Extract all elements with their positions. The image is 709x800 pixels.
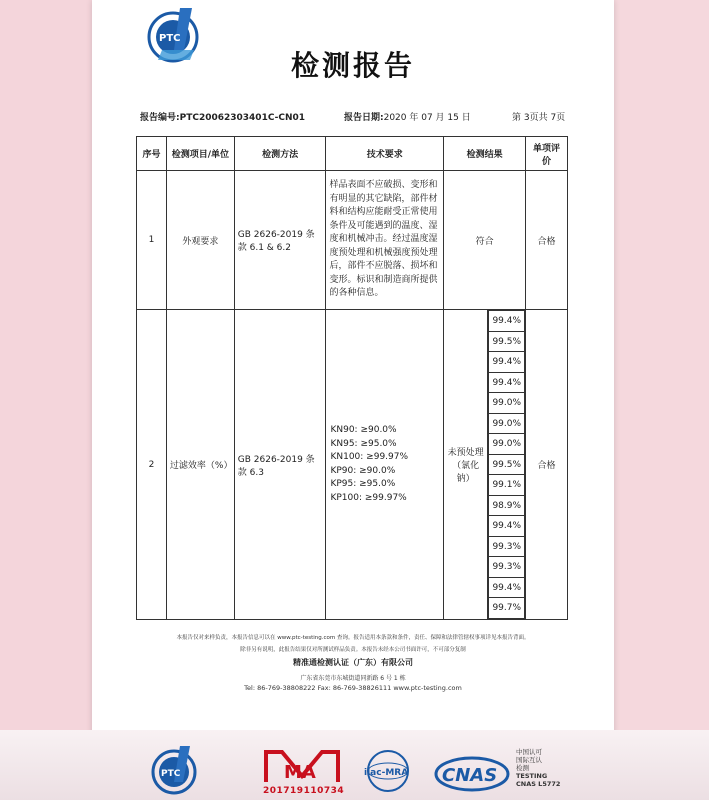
value-cell: 99.4% [489, 516, 525, 537]
report-date: 报告日期:2020 年 07 月 15 日 [344, 113, 471, 123]
value-cell: 99.7% [489, 598, 525, 619]
cma-number: 201719110734 [263, 786, 345, 796]
certification-strip [0, 730, 709, 800]
header-item: 检测项目/单位 [166, 137, 234, 171]
row1-method: GB 2626-2019 条款 6.1 & 6.2 [234, 171, 326, 310]
value-cell: 99.4% [489, 577, 525, 598]
header-requirement: 技术要求 [326, 137, 444, 171]
page-margin-right [613, 0, 709, 800]
row2-result-label: 未预处理（氯化钠） [444, 310, 488, 620]
value-cell: 99.3% [489, 557, 525, 578]
row2-requirement: KN90: ≥90.0% KN95: ≥95.0% KN100: ≥99.97% KP90: ≥90.0% KP95: ≥95.0% KP100: ≥99.97% [326, 310, 444, 620]
row1-requirement: 样品表面不应破损、变形和有明显的其它缺陷，部件材料和结构应能耐受正常使用条件及可能遇到的温度、湿度和机械冲击。经过温度湿度预处理和机械强度预处理后，部件不应脱落、损坏和变形。标识和制造商所提供的各种信息。 [326, 171, 444, 310]
value-cell: 98.9% [489, 495, 525, 516]
table-header-row [137, 137, 568, 171]
footer-disclaimer: 本报告仅对来样负责，本报告信息可以在 www.ptc-testing.com 查询。报告适用本条款和条件，责任、保障和法律管辖权事项详见本报告背面。 [176, 635, 530, 641]
value-cell: 99.5% [489, 454, 525, 475]
table-row [137, 310, 568, 620]
value-cell: 99.1% [489, 475, 525, 496]
row1-evaluation: 合格 [526, 171, 568, 310]
value-cell: 99.5% [489, 331, 525, 352]
table-row [137, 171, 568, 310]
results-table [136, 136, 568, 620]
value-cell: 99.0% [489, 413, 525, 434]
row2-evaluation: 合格 [526, 310, 568, 620]
report-sheet [92, 0, 614, 800]
page-margin-left [0, 0, 92, 800]
value-cell: 99.3% [489, 536, 525, 557]
ilac-mra-icon [356, 748, 420, 794]
svg-text:ilac-MRA: ilac-MRA [364, 768, 409, 778]
row1-item: 外观要求 [166, 171, 234, 310]
cma-seal-icon [262, 748, 342, 786]
logo-text: PTC [159, 33, 181, 44]
footer-address: 广东省东莞市东城街道同新路 6 号 1 栋 [300, 675, 406, 682]
header-result: 检测结果 [444, 137, 526, 171]
svg-text:CNAS: CNAS [442, 765, 498, 786]
header-method: 检测方法 [234, 137, 326, 171]
footer-contact: Tel: 86-769-38808222 Fax: 86-769-38826111 www.ptc-testing.com [244, 684, 462, 692]
cnas-accreditation-text: 中国认可 国际互认 检测 TESTING CNAS L5772 [516, 748, 561, 788]
footer-note: 除非另有说明，此报告结果仅对所测试样品负责。本报告未经本公司书面许可，不可部分复制 [240, 647, 466, 653]
value-cell: 99.0% [489, 393, 525, 414]
value-cell: 99.4% [489, 311, 525, 332]
value-cell: 99.4% [489, 352, 525, 373]
header-no: 序号 [137, 137, 167, 171]
svg-text:MA: MA [284, 762, 316, 783]
row1-result: 符合 [444, 171, 526, 310]
cnas-logo-icon [432, 752, 512, 796]
ptc-badge-icon [146, 744, 206, 796]
page-title: 检测报告 [290, 49, 415, 82]
values-subtable [488, 310, 525, 619]
report-number: 报告编号:PTC20062303401C-CN01 [140, 113, 306, 123]
row2-no: 2 [137, 310, 167, 620]
page-info: 第 3页共 7页 [512, 113, 566, 123]
row2-method: GB 2626-2019 条款 6.3 [234, 310, 326, 620]
svg-text:PTC: PTC [161, 769, 181, 779]
row2-values-cell [488, 310, 526, 620]
footer-company: 精准通检测认证（广东）有限公司 [293, 658, 413, 667]
value-cell: 99.0% [489, 434, 525, 455]
value-cell: 99.4% [489, 372, 525, 393]
row1-no: 1 [137, 171, 167, 310]
row2-item: 过滤效率（%） [166, 310, 234, 620]
header-evaluation: 单项评价 [526, 137, 568, 171]
